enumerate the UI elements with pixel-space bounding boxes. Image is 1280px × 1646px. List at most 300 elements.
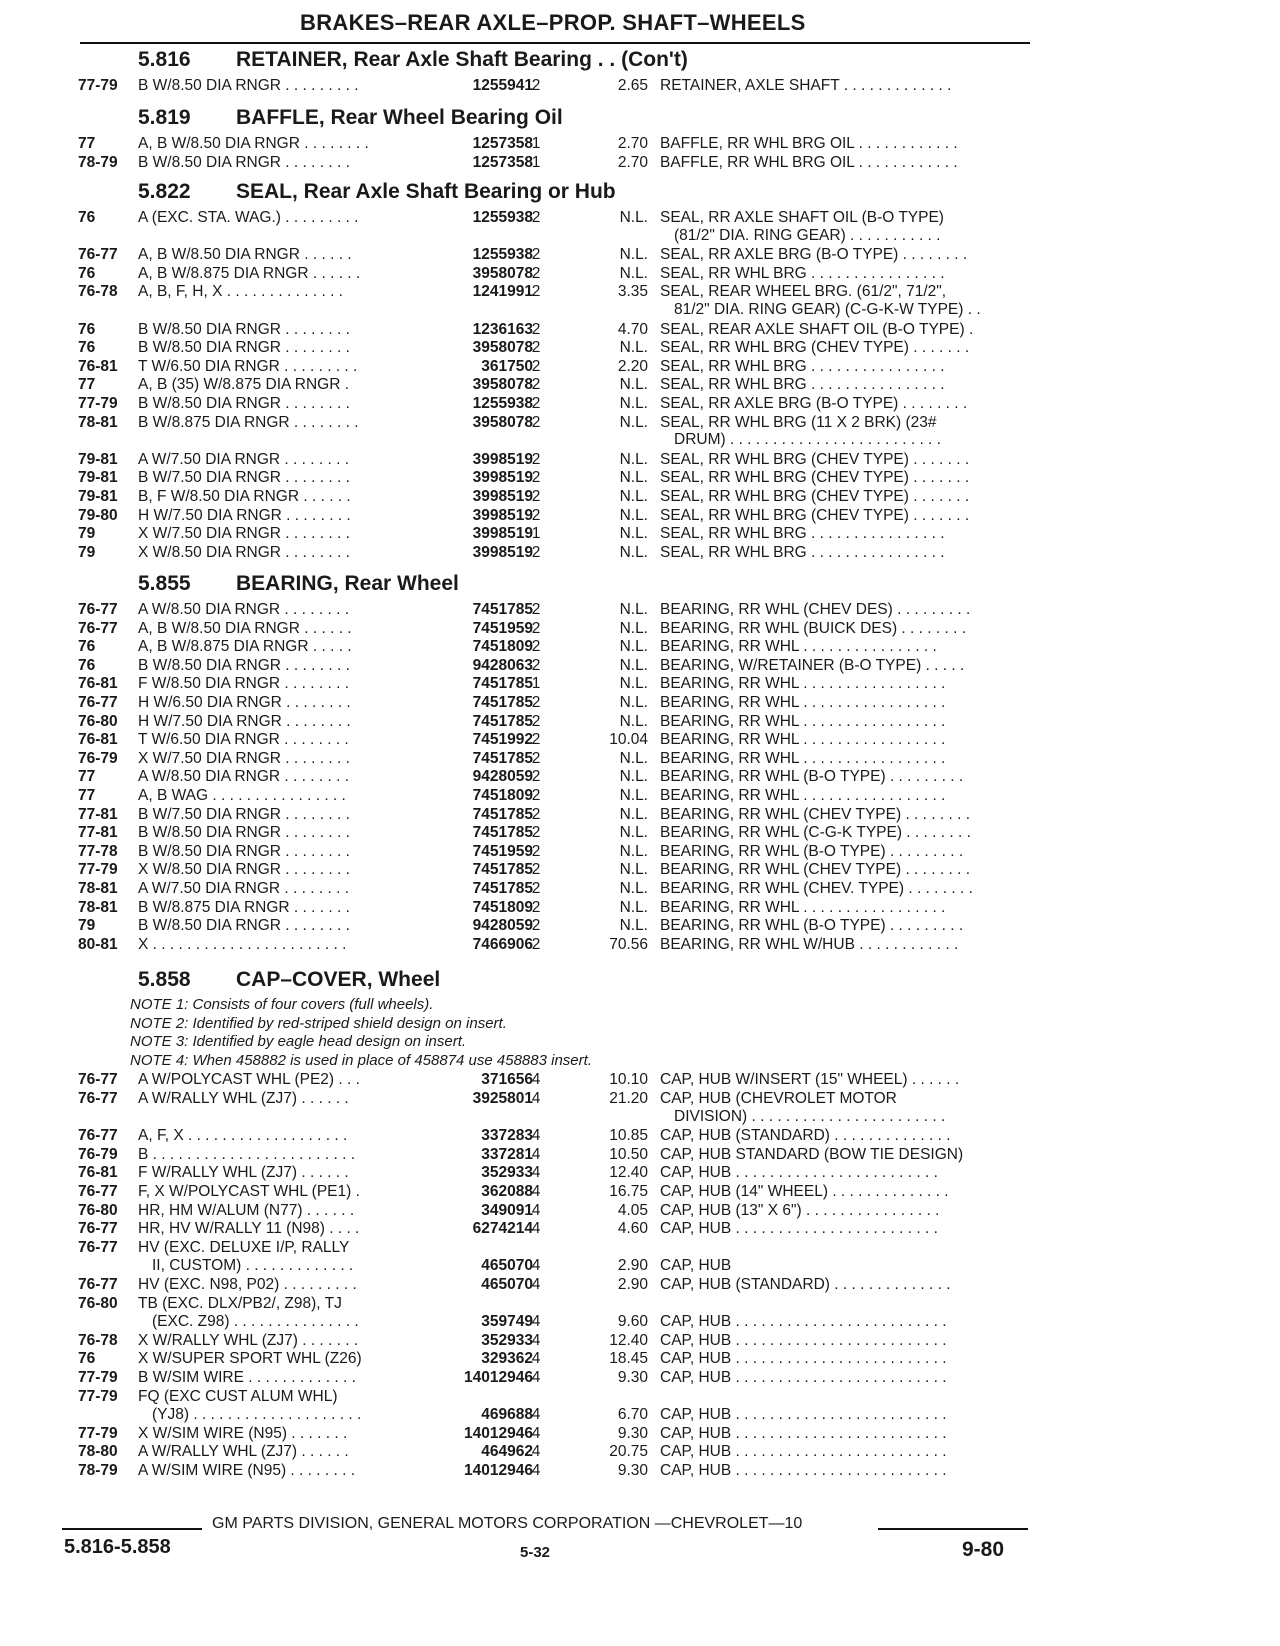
row-quantity: 4 [531, 1331, 541, 1349]
row-part-number: 7451992 [472, 731, 533, 749]
row-part-name: RETAINER, AXLE SHAFT . . . . . . . . . . . . . [660, 77, 952, 94]
row-quantity: 2 [531, 395, 541, 412]
row-application: X W/SUPER SPORT WHL (Z26) [138, 1350, 362, 1368]
row-part-name: SEAL, RR WHL BRG . . . . . . . . . . . . . . . . [660, 543, 945, 561]
row-part-name-continued: DRUM) . . . . . . . . . . . . . . . . . . . . . . . . . [674, 431, 941, 449]
row-part-name: SEAL, RR WHL BRG . . . . . . . . . . . . . . . . [660, 357, 945, 375]
row-application: A W/8.50 DIA RNGR . . . . . . . . [138, 768, 350, 786]
parts-row [0, 543, 1280, 562]
parts-row [0, 450, 1280, 469]
row-application-continued: (EXC. Z98) . . . . . . . . . . . . . . . [152, 1313, 359, 1331]
row-quantity: 2 [531, 450, 541, 468]
parts-row [0, 320, 1280, 339]
row-years: 77-79 [78, 861, 118, 879]
row-part-name: SEAL, RR WHL BRG (11 X 2 BRK) (23# [660, 413, 937, 431]
row-application: HV (EXC. DELUXE I/P, RALLY [138, 1238, 350, 1256]
row-part-name: BEARING, RR WHL . . . . . . . . . . . . . . . . . [660, 694, 946, 711]
row-part-name: SEAL, RR AXLE BRG (B-O TYPE) . . . . . . . . [660, 246, 968, 264]
row-years: 76-80 [78, 1294, 118, 1312]
row-application: X W/7.50 DIA RNGR . . . . . . . . [138, 525, 350, 543]
section-note: NOTE 2: Identified by red-striped shield design on insert. [130, 1014, 507, 1032]
row-part-name: CAP, HUB (CHEVROLET MOTOR [660, 1090, 897, 1107]
section-note: NOTE 1: Consists of four covers (full wheels). [130, 996, 434, 1013]
row-application: HR, HV W/RALLY 11 (N98) . . . . [138, 1220, 360, 1238]
row-application: H W/6.50 DIA RNGR . . . . . . . . [138, 694, 351, 711]
row-part-number: 1236163 [472, 320, 533, 338]
section-heading [138, 968, 440, 992]
row-years: 78-79 [78, 153, 118, 171]
row-part-number: 7451785 [472, 824, 533, 842]
row-price: N.L. [619, 787, 648, 804]
row-quantity: 2 [531, 543, 541, 561]
row-years: 76 [78, 638, 96, 656]
row-quantity: 2 [531, 506, 541, 524]
row-quantity: 4 [531, 1462, 541, 1479]
row-part-number: 14012946 [464, 1462, 533, 1479]
parts-row [0, 823, 1280, 842]
row-part-name-continued: 81/2" DIA. RING GEAR) (C-G-K-W TYPE) . . [674, 301, 981, 318]
parts-row [0, 1442, 1280, 1461]
row-part-name: SEAL, RR WHL BRG (CHEV TYPE) . . . . . . . [660, 469, 970, 487]
parts-row [0, 1238, 1280, 1257]
row-part-name: CAP, HUB W/INSERT (15" WHEEL) . . . . . . [660, 1071, 960, 1089]
row-part-number: 469688 [481, 1406, 533, 1424]
row-years: 76-77 [78, 1238, 118, 1256]
row-quantity: 2 [531, 880, 541, 897]
row-application: A W/RALLY WHL (ZJ7) . . . . . . [138, 1090, 349, 1107]
row-price: N.L. [619, 450, 648, 468]
row-part-name: SEAL, RR AXLE SHAFT OIL (B-O TYPE) [660, 209, 944, 226]
row-price: 12.40 [609, 1331, 648, 1349]
row-part-name: BEARING, RR WHL . . . . . . . . . . . . . . . . . [660, 731, 946, 749]
parts-row [0, 375, 1280, 394]
row-quantity: 4 [531, 1313, 541, 1331]
row-application: A, B WAG . . . . . . . . . . . . . . . . [138, 787, 346, 804]
parts-row [0, 506, 1280, 525]
section-title: BEARING, Rear Wheel [236, 572, 459, 595]
row-price: 20.75 [609, 1443, 648, 1461]
row-part-number: 6274214 [472, 1220, 533, 1238]
row-price: 9.30 [617, 1369, 648, 1386]
row-price: N.L. [619, 264, 648, 282]
row-price: 4.60 [617, 1220, 648, 1238]
row-years: 76-80 [78, 712, 118, 730]
row-application: X . . . . . . . . . . . . . . . . . . . . . . . [138, 935, 347, 953]
row-part-name-continued: (81/2" DIA. RING GEAR) . . . . . . . . . . . [674, 226, 941, 244]
row-part-number: 1241991 [472, 283, 533, 301]
row-price: N.L. [619, 805, 648, 823]
row-part-name: CAP, HUB . . . . . . . . . . . . . . . . . . . . . . . . . [660, 1350, 947, 1368]
parts-row [0, 749, 1280, 768]
row-price: N.L. [619, 339, 648, 357]
row-years: 77 [78, 376, 96, 394]
row-application: A W/POLYCAST WHL (PE2) . . . [138, 1071, 360, 1089]
row-price: N.L. [619, 395, 648, 412]
row-part-number: 464962 [481, 1443, 533, 1461]
row-part-number: 1255941 [472, 77, 533, 94]
row-part-number: 7451959 [472, 619, 533, 637]
row-part-name: SEAL, RR WHL BRG (CHEV TYPE) . . . . . . . [660, 339, 970, 357]
row-part-name-continued: DIVISION) . . . . . . . . . . . . . . . . . . . . . . . [674, 1107, 946, 1125]
row-years: 76 [78, 320, 96, 338]
row-application: A, B (35) W/8.875 DIA RNGR . [138, 376, 350, 394]
parts-row [0, 1387, 1280, 1406]
row-quantity: 4 [531, 1350, 541, 1368]
row-price: 70.56 [609, 935, 648, 953]
row-quantity: 2 [531, 209, 541, 226]
row-part-number: 361750 [481, 357, 533, 375]
parts-row [0, 1331, 1280, 1350]
parts-row [0, 712, 1280, 731]
parts-row-continued [0, 1256, 1280, 1275]
row-years: 76-77 [78, 1071, 118, 1089]
row-part-number: 1255938 [472, 209, 533, 226]
parts-row [0, 76, 1280, 95]
row-application: HR, HM W/ALUM (N77) . . . . . . [138, 1201, 355, 1219]
parts-row [0, 487, 1280, 506]
row-years: 76-77 [78, 601, 118, 618]
row-price: N.L. [619, 898, 648, 916]
row-quantity: 2 [531, 787, 541, 804]
parts-row [0, 600, 1280, 619]
row-application: TB (EXC. DLX/PB2/, Z98), TJ [138, 1294, 342, 1312]
row-part-name: SEAL, RR WHL BRG (CHEV TYPE) . . . . . . . [660, 506, 970, 524]
row-quantity: 2 [531, 935, 541, 953]
row-part-number: 371656 [481, 1071, 533, 1089]
parts-row [0, 1145, 1280, 1164]
row-application: B W/8.50 DIA RNGR . . . . . . . . [138, 395, 350, 412]
row-application: B W/8.50 DIA RNGR . . . . . . . . . [138, 77, 359, 94]
row-price: N.L. [619, 488, 648, 505]
row-part-name: CAP, HUB . . . . . . . . . . . . . . . . . . . . . . . . . [660, 1462, 947, 1479]
row-quantity: 4 [531, 1127, 541, 1145]
row-application: B W/8.50 DIA RNGR . . . . . . . . [138, 842, 350, 860]
row-part-number: 3998519 [472, 506, 533, 524]
row-quantity: 2 [531, 898, 541, 916]
row-price: 9.60 [617, 1313, 648, 1331]
row-quantity: 2 [531, 824, 541, 842]
row-part-name: BEARING, RR WHL (B-O TYPE) . . . . . . . . . [660, 768, 964, 786]
row-price: N.L. [619, 413, 648, 431]
row-years: 76-80 [78, 1201, 118, 1219]
parts-row [0, 637, 1280, 656]
parts-row [0, 656, 1280, 675]
row-quantity: 4 [531, 1201, 541, 1219]
parts-row [0, 1182, 1280, 1201]
row-years: 77 [78, 135, 96, 152]
page-header-title: BRAKES–REAR AXLE–PROP. SHAFT–WHEELS [300, 10, 806, 35]
row-application: F, X W/POLYCAST WHL (PE1) . [138, 1183, 360, 1200]
row-application: F W/RALLY WHL (ZJ7) . . . . . . [138, 1164, 349, 1182]
parts-row [0, 1424, 1280, 1443]
parts-row [0, 619, 1280, 638]
row-part-number: 3998519 [472, 469, 533, 487]
row-application: A W/SIM WIRE (N95) . . . . . . . . [138, 1462, 356, 1479]
parts-row [0, 357, 1280, 376]
parts-row [0, 860, 1280, 879]
row-years: 79-81 [78, 450, 118, 468]
row-part-number: 465070 [481, 1257, 533, 1275]
row-part-number: 3958078 [472, 264, 533, 282]
row-application: A, B W/8.50 DIA RNGR . . . . . . [138, 246, 352, 264]
row-part-name: CAP, HUB (13" X 6") . . . . . . . . . . . . . . . . [660, 1201, 940, 1219]
row-part-number: 1255938 [472, 246, 533, 264]
row-years: 76-78 [78, 1331, 118, 1349]
row-price: N.L. [619, 675, 648, 693]
row-years: 76 [78, 264, 96, 282]
row-quantity: 2 [531, 488, 541, 505]
row-years: 78-81 [78, 413, 118, 431]
row-part-number: 7451785 [472, 805, 533, 823]
row-part-number: 362088 [481, 1183, 533, 1200]
row-price: 2.65 [617, 77, 648, 94]
row-years: 76-77 [78, 1090, 118, 1107]
row-price: 6.70 [617, 1406, 648, 1424]
row-part-number: 7451809 [472, 898, 533, 916]
section-heading [138, 106, 563, 130]
row-years: 76-81 [78, 731, 118, 749]
row-part-name: SEAL, RR WHL BRG . . . . . . . . . . . . . . . . [660, 376, 945, 394]
parts-row [0, 935, 1280, 954]
row-application: X W/8.50 DIA RNGR . . . . . . . . [138, 861, 350, 879]
row-part-number: 352933 [481, 1164, 533, 1182]
row-part-number: 7451959 [472, 842, 533, 860]
row-quantity: 4 [531, 1164, 541, 1182]
row-years: 78-79 [78, 1462, 118, 1479]
row-years: 77-79 [78, 1387, 118, 1405]
parts-row [0, 693, 1280, 712]
row-quantity: 4 [531, 1406, 541, 1424]
row-years: 76-81 [78, 675, 118, 693]
parts-row [0, 468, 1280, 487]
parts-row [0, 767, 1280, 786]
row-years: 76-77 [78, 694, 118, 711]
row-part-name: BEARING, RR WHL . . . . . . . . . . . . . . . . . [660, 675, 946, 693]
row-part-name: CAP, HUB . . . . . . . . . . . . . . . . . . . . . . . . [660, 1220, 938, 1238]
footer-date: 9-80 [962, 1538, 1005, 1561]
row-price: N.L. [619, 376, 648, 394]
parts-row [0, 1275, 1280, 1294]
row-price: N.L. [619, 824, 648, 842]
row-part-name: CAP, HUB . . . . . . . . . . . . . . . . . . . . . . . . . [660, 1406, 947, 1424]
parts-row [0, 1201, 1280, 1220]
section-heading [138, 180, 616, 204]
row-quantity: 4 [531, 1369, 541, 1386]
parts-row [0, 1294, 1280, 1313]
row-years: 78-81 [78, 880, 118, 897]
row-years: 79-81 [78, 488, 118, 505]
row-part-name: CAP, HUB (STANDARD) . . . . . . . . . . . . . . [660, 1276, 951, 1293]
row-part-number: 3998519 [472, 525, 533, 543]
row-part-name: CAP, HUB . . . . . . . . . . . . . . . . . . . . . . . . . [660, 1443, 947, 1461]
row-quantity: 2 [531, 77, 541, 94]
row-price: N.L. [619, 749, 648, 767]
row-application: A W/RALLY WHL (ZJ7) . . . . . . [138, 1443, 349, 1461]
row-application: B, F W/8.50 DIA RNGR . . . . . . [138, 488, 351, 505]
row-part-name: CAP, HUB . . . . . . . . . . . . . . . . . . . . . . . . [660, 1164, 938, 1182]
row-application: A, B W/8.50 DIA RNGR . . . . . . . . [138, 135, 369, 152]
row-years: 76 [78, 339, 96, 357]
section-heading [138, 48, 688, 72]
row-price: N.L. [619, 917, 648, 935]
row-price: N.L. [619, 525, 648, 543]
row-part-name: SEAL, RR WHL BRG . . . . . . . . . . . . . . . . [660, 525, 945, 543]
section-note: NOTE 4: When 458882 is used in place of 458874 use 458883 insert. [130, 1051, 592, 1069]
row-part-number: 7451785 [472, 601, 533, 618]
row-part-number: 9428059 [472, 917, 533, 935]
row-years: 78-80 [78, 1443, 118, 1461]
parts-row [0, 879, 1280, 898]
row-part-number: 329362 [481, 1350, 533, 1368]
row-application: FQ (EXC CUST ALUM WHL) [138, 1387, 338, 1405]
row-price: 2.20 [617, 357, 648, 375]
row-part-number: 7466906 [472, 935, 533, 953]
row-price: 10.10 [609, 1071, 648, 1089]
row-part-name: SEAL, RR WHL BRG (CHEV TYPE) . . . . . . . [660, 488, 970, 505]
row-price: N.L. [619, 842, 648, 860]
row-years: 76-79 [78, 749, 118, 767]
row-price: N.L. [619, 246, 648, 264]
row-part-name: BEARING, RR WHL . . . . . . . . . . . . . . . . . [660, 712, 946, 730]
row-price: N.L. [619, 656, 648, 674]
row-price: N.L. [619, 209, 648, 226]
row-part-name: BEARING, RR WHL (C-G-K TYPE) . . . . . . . . [660, 824, 971, 842]
row-part-number: 3998519 [472, 450, 533, 468]
row-price: 2.90 [617, 1257, 648, 1275]
row-application: X W/7.50 DIA RNGR . . . . . . . . [138, 749, 350, 767]
row-application: A, B W/8.50 DIA RNGR . . . . . . [138, 619, 352, 637]
row-quantity: 4 [531, 1443, 541, 1461]
row-part-name: CAP, HUB (14" WHEEL) . . . . . . . . . . . . . . [660, 1183, 949, 1200]
row-years: 76-77 [78, 1127, 118, 1145]
row-price: 3.35 [617, 283, 648, 301]
row-price: 9.30 [617, 1462, 648, 1479]
parts-row [0, 282, 1280, 301]
row-part-name: CAP, HUB . . . . . . . . . . . . . . . . . . . . . . . . . [660, 1369, 947, 1386]
row-quantity: 2 [531, 376, 541, 394]
row-quantity: 2 [531, 768, 541, 786]
section-note: NOTE 3: Identified by eagle head design on insert. [130, 1033, 467, 1051]
parts-row [0, 1126, 1280, 1145]
section-title: CAP–COVER, Wheel [236, 968, 441, 991]
row-part-number: 7451785 [472, 694, 533, 711]
row-application: T W/6.50 DIA RNGR . . . . . . . . . [138, 357, 358, 375]
row-quantity: 2 [531, 413, 541, 431]
row-years: 76-81 [78, 1164, 118, 1182]
parts-row [0, 916, 1280, 935]
row-price: N.L. [619, 619, 648, 637]
parts-row [0, 394, 1280, 413]
row-part-name: BEARING, W/RETAINER (B-O TYPE) . . . . . [660, 656, 965, 674]
row-years: 77-78 [78, 842, 118, 860]
row-part-name: CAP, HUB . . . . . . . . . . . . . . . . . . . . . . . . . [660, 1331, 947, 1349]
row-price: N.L. [619, 694, 648, 711]
row-years: 80-81 [78, 935, 118, 953]
row-years: 76-77 [78, 1276, 118, 1293]
parts-row [0, 524, 1280, 543]
row-quantity: 2 [531, 712, 541, 730]
row-part-name: BAFFLE, RR WHL BRG OIL . . . . . . . . . . . . [660, 153, 958, 171]
row-part-name: SEAL, REAR AXLE SHAFT OIL (B-O TYPE) . [660, 320, 974, 338]
parts-row [0, 208, 1280, 227]
parts-row [0, 786, 1280, 805]
row-years: 77-79 [78, 1424, 118, 1442]
row-application: A, B, F, H, X . . . . . . . . . . . . . . [138, 283, 343, 301]
row-price: N.L. [619, 880, 648, 897]
row-price: 21.20 [609, 1090, 648, 1107]
row-quantity: 2 [531, 339, 541, 357]
row-quantity: 1 [531, 525, 541, 543]
row-years: 76-77 [78, 1220, 118, 1238]
row-application-continued: (YJ8) . . . . . . . . . . . . . . . . . . . . [152, 1406, 362, 1424]
row-price: 10.04 [609, 731, 648, 749]
row-application: HV (EXC. N98, P02) . . . . . . . . . [138, 1276, 357, 1293]
row-part-number: 1257358 [472, 153, 533, 171]
row-application: A W/7.50 DIA RNGR . . . . . . . . [138, 450, 350, 468]
row-years: 76-79 [78, 1145, 118, 1163]
row-years: 79-80 [78, 506, 118, 524]
row-quantity: 2 [531, 469, 541, 487]
row-part-name: SEAL, RR AXLE BRG (B-O TYPE) . . . . . . . . [660, 395, 968, 412]
parts-row [0, 413, 1280, 432]
row-part-name: BEARING, RR WHL . . . . . . . . . . . . . . . . . [660, 749, 946, 767]
row-quantity: 2 [531, 861, 541, 879]
row-part-name: BEARING, RR WHL (CHEV TYPE) . . . . . . . . [660, 805, 971, 823]
row-price: N.L. [619, 638, 648, 656]
row-part-number: 7451809 [472, 787, 533, 804]
row-part-name: BEARING, RR WHL (BUICK DES) . . . . . . . . [660, 619, 967, 637]
header-rule [80, 42, 1030, 44]
row-price: 10.85 [609, 1127, 648, 1145]
row-years: 79 [78, 525, 96, 543]
row-price: 2.70 [617, 135, 648, 152]
row-quantity: 2 [531, 283, 541, 301]
row-quantity: 4 [531, 1276, 541, 1293]
row-part-number: 3958078 [472, 339, 533, 357]
row-part-number: 9428063 [472, 656, 533, 674]
row-application: A (EXC. STA. WAG.) . . . . . . . . . [138, 209, 359, 226]
parts-row [0, 338, 1280, 357]
row-quantity: 1 [531, 675, 541, 693]
row-application: H W/7.50 DIA RNGR . . . . . . . . [138, 506, 351, 524]
row-years: 78-81 [78, 898, 118, 916]
row-years: 77 [78, 768, 96, 786]
section-number: 5.855 [138, 572, 191, 595]
row-quantity: 4 [531, 1220, 541, 1238]
row-quantity: 1 [531, 153, 541, 171]
row-part-name: BEARING, RR WHL (B-O TYPE) . . . . . . . . . [660, 842, 964, 860]
row-application: B W/SIM WIRE . . . . . . . . . . . . . [138, 1369, 356, 1386]
row-quantity: 2 [531, 246, 541, 264]
section-heading [138, 572, 459, 596]
section-number: 5.819 [138, 106, 191, 129]
row-part-name: BEARING, RR WHL (B-O TYPE) . . . . . . . . . [660, 917, 964, 935]
row-application: B W/8.50 DIA RNGR . . . . . . . . [138, 339, 350, 357]
row-price: 4.70 [617, 320, 648, 338]
row-part-name: SEAL, REAR WHEEL BRG. (61/2", 71/2", [660, 283, 947, 301]
row-quantity: 4 [531, 1183, 541, 1200]
row-application: H W/7.50 DIA RNGR . . . . . . . . [138, 712, 351, 730]
row-part-name: CAP, HUB (STANDARD) . . . . . . . . . . . . . . [660, 1127, 951, 1145]
row-part-number: 14012946 [464, 1424, 533, 1442]
row-application-continued: II, CUSTOM) . . . . . . . . . . . . . [152, 1257, 354, 1275]
row-part-number: 7451785 [472, 880, 533, 897]
row-years: 76-81 [78, 357, 118, 375]
row-part-name: CAP, HUB . . . . . . . . . . . . . . . . . . . . . . . . . [660, 1424, 947, 1442]
row-application: B W/8.50 DIA RNGR . . . . . . . . [138, 656, 350, 674]
row-years: 77-79 [78, 1369, 118, 1386]
row-years: 76-78 [78, 283, 118, 301]
